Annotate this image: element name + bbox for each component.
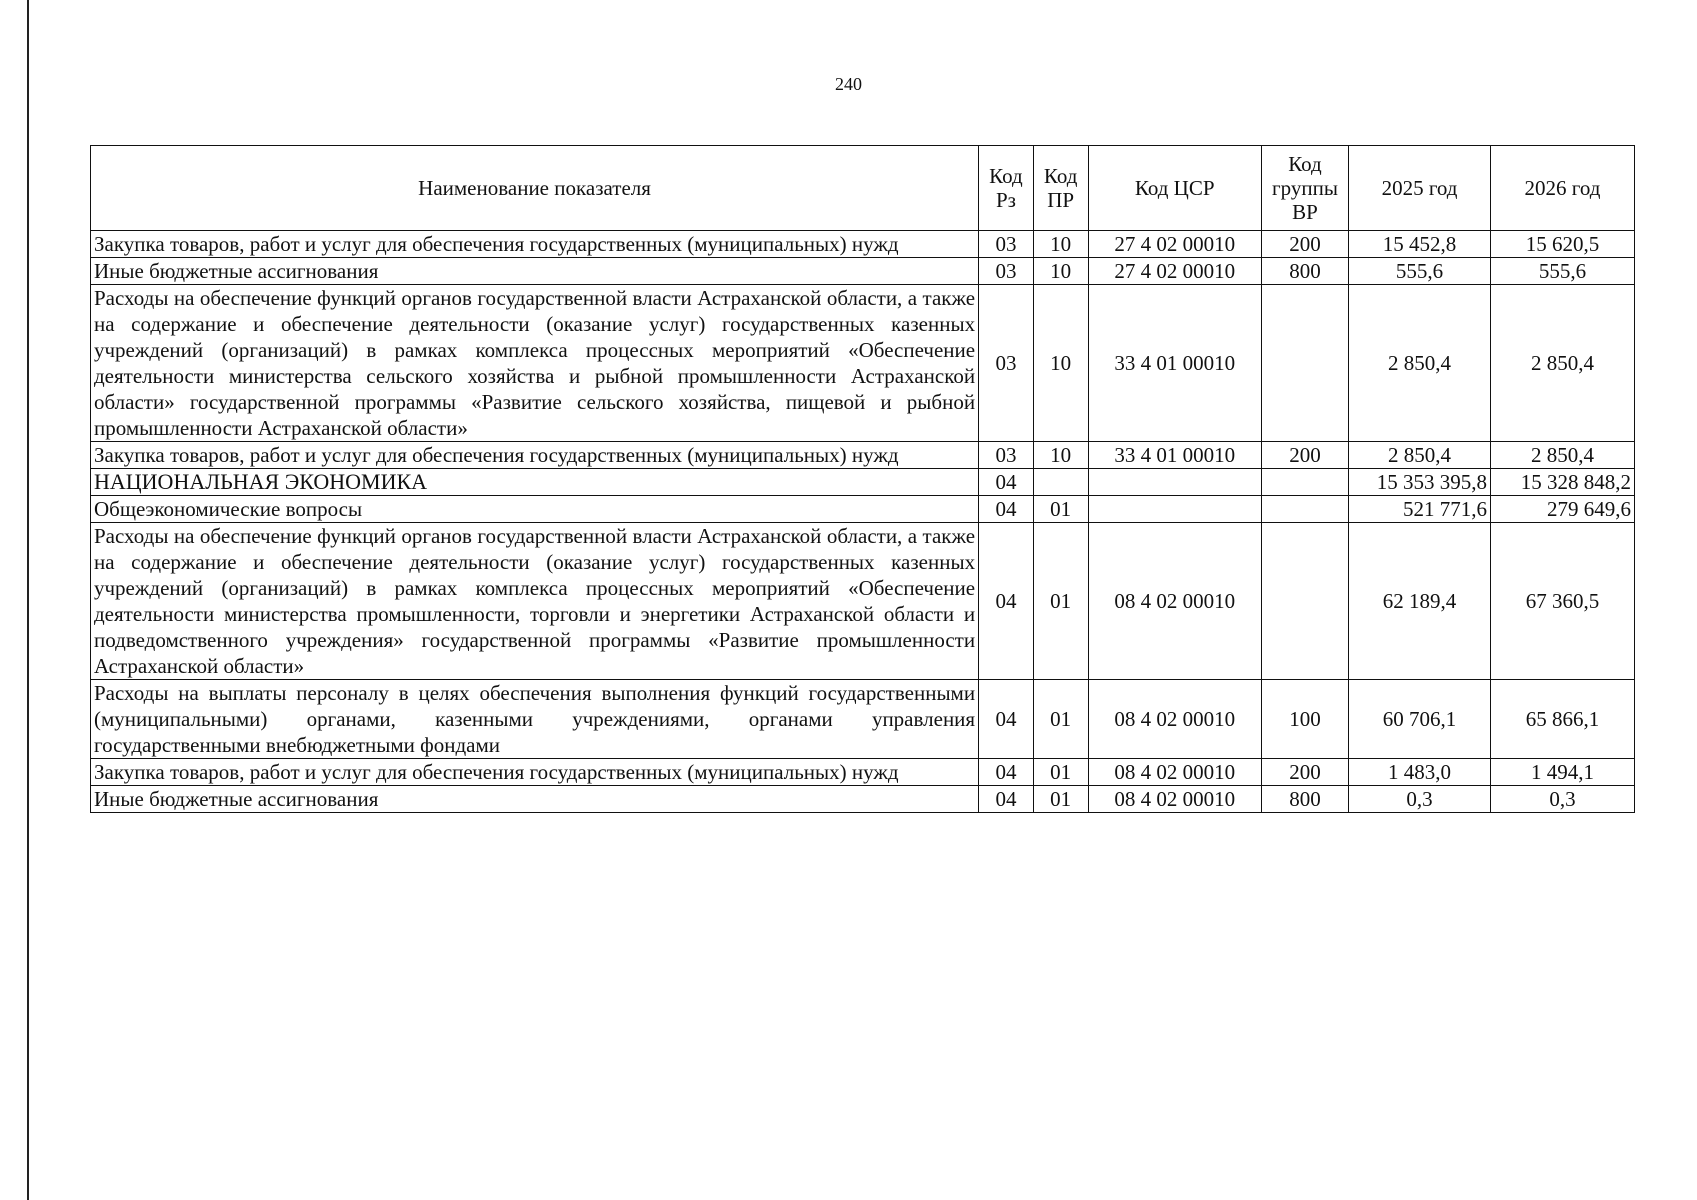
cell-name: Иные бюджетные ассигнования bbox=[91, 258, 979, 285]
table-row bbox=[91, 786, 1635, 813]
table-row bbox=[91, 523, 1635, 680]
cell-2026: 555,6 bbox=[1490, 258, 1634, 285]
table-row bbox=[91, 258, 1635, 285]
cell-2026: 0,3 bbox=[1490, 786, 1634, 813]
table-row bbox=[91, 285, 1635, 442]
cell-vr: 800 bbox=[1261, 258, 1348, 285]
cell-rz: 03 bbox=[979, 258, 1034, 285]
table-row bbox=[91, 680, 1635, 759]
cell-csr: 08 4 02 00010 bbox=[1088, 786, 1261, 813]
cell-2026: 15 620,5 bbox=[1490, 231, 1634, 258]
cell-rz: 04 bbox=[979, 523, 1034, 680]
cell-2025: 60 706,1 bbox=[1349, 680, 1491, 759]
cell-csr: 08 4 02 00010 bbox=[1088, 759, 1261, 786]
cell-2026: 1 494,1 bbox=[1490, 759, 1634, 786]
cell-2026: 65 866,1 bbox=[1490, 680, 1634, 759]
table-row bbox=[91, 496, 1635, 523]
cell-csr: 33 4 01 00010 bbox=[1088, 285, 1261, 442]
cell-rz: 04 bbox=[979, 469, 1034, 496]
cell-name: Иные бюджетные ассигнования bbox=[91, 786, 979, 813]
cell-vr bbox=[1261, 285, 1348, 442]
header-pr: Код ПР bbox=[1033, 146, 1088, 231]
header-2026: 2026 год bbox=[1490, 146, 1634, 231]
cell-name: Расходы на обеспечение функций органов государственной власти Астраханской области, а также на содержание и обеспечение деятельности (оказание услуг) государственных казенных учреждений (организаций) в рамках комплекса процессных мероприятий «Обеспечение деятельности министерства сельского хозяйства и рыбной промышленности Астраханской области» государственной программы «Развитие сельского хозяйства, пищевой и рыбной промышленности Астраханской области» bbox=[91, 285, 979, 442]
cell-rz: 03 bbox=[979, 442, 1034, 469]
table-row bbox=[91, 759, 1635, 786]
cell-rz: 03 bbox=[979, 231, 1034, 258]
cell-pr: 01 bbox=[1033, 680, 1088, 759]
cell-rz: 04 bbox=[979, 786, 1034, 813]
header-name: Наименование показателя bbox=[91, 146, 979, 231]
cell-2025: 15 353 395,8 bbox=[1349, 469, 1491, 496]
cell-pr: 01 bbox=[1033, 786, 1088, 813]
table-body bbox=[91, 231, 1635, 813]
budget-table bbox=[90, 145, 1635, 813]
cell-vr bbox=[1261, 496, 1348, 523]
cell-2025: 2 850,4 bbox=[1349, 442, 1491, 469]
page-binding-line bbox=[27, 0, 29, 1200]
cell-pr: 10 bbox=[1033, 442, 1088, 469]
cell-csr bbox=[1088, 496, 1261, 523]
cell-vr bbox=[1261, 523, 1348, 680]
cell-vr: 200 bbox=[1261, 231, 1348, 258]
cell-vr: 200 bbox=[1261, 442, 1348, 469]
cell-name: Закупка товаров, работ и услуг для обеспечения государственных (муниципальных) нужд bbox=[91, 759, 979, 786]
cell-csr: 08 4 02 00010 bbox=[1088, 523, 1261, 680]
header-vr: Код группы ВР bbox=[1261, 146, 1348, 231]
cell-vr: 800 bbox=[1261, 786, 1348, 813]
cell-csr: 33 4 01 00010 bbox=[1088, 442, 1261, 469]
header-row bbox=[91, 146, 1635, 231]
table-row bbox=[91, 469, 1635, 496]
cell-rz: 04 bbox=[979, 759, 1034, 786]
cell-csr bbox=[1088, 469, 1261, 496]
cell-2025: 62 189,4 bbox=[1349, 523, 1491, 680]
cell-2026: 15 328 848,2 bbox=[1490, 469, 1634, 496]
cell-2025: 15 452,8 bbox=[1349, 231, 1491, 258]
cell-rz: 04 bbox=[979, 496, 1034, 523]
table-row bbox=[91, 442, 1635, 469]
cell-pr: 01 bbox=[1033, 496, 1088, 523]
cell-name: Расходы на обеспечение функций органов государственной власти Астраханской области, а также на содержание и обеспечение деятельности (оказание услуг) государственных казенных учреждений (организаций) в рамках комплекса процессных мероприятий «Обеспечение деятельности министерства промышленности, торговли и энергетики Астраханской области и подведомственного учреждения» государственной программы «Развитие промышленности Астраханской области» bbox=[91, 523, 979, 680]
cell-vr bbox=[1261, 469, 1348, 496]
cell-2026: 67 360,5 bbox=[1490, 523, 1634, 680]
cell-pr: 01 bbox=[1033, 759, 1088, 786]
cell-csr: 27 4 02 00010 bbox=[1088, 258, 1261, 285]
cell-2025: 555,6 bbox=[1349, 258, 1491, 285]
cell-rz: 03 bbox=[979, 285, 1034, 442]
cell-pr bbox=[1033, 469, 1088, 496]
cell-name: Закупка товаров, работ и услуг для обеспечения государственных (муниципальных) нужд bbox=[91, 231, 979, 258]
page-number: 240 bbox=[835, 74, 862, 94]
table-row bbox=[91, 231, 1635, 258]
table-header bbox=[91, 146, 1635, 231]
cell-rz: 04 bbox=[979, 680, 1034, 759]
cell-vr: 100 bbox=[1261, 680, 1348, 759]
cell-2026: 2 850,4 bbox=[1490, 442, 1634, 469]
cell-2025: 0,3 bbox=[1349, 786, 1491, 813]
cell-name: Закупка товаров, работ и услуг для обеспечения государственных (муниципальных) нужд bbox=[91, 442, 979, 469]
cell-pr: 10 bbox=[1033, 258, 1088, 285]
cell-pr: 10 bbox=[1033, 285, 1088, 442]
cell-pr: 01 bbox=[1033, 523, 1088, 680]
header-csr: Код ЦСР bbox=[1088, 146, 1261, 231]
cell-pr: 10 bbox=[1033, 231, 1088, 258]
cell-name: НАЦИОНАЛЬНАЯ ЭКОНОМИКА bbox=[91, 469, 979, 496]
cell-name: Расходы на выплаты персоналу в целях обеспечения выполнения функций государственными (муниципальными) органами, казенными учреждениями, органами управления государственными внебюджетными фондами bbox=[91, 680, 979, 759]
cell-2026: 2 850,4 bbox=[1490, 285, 1634, 442]
cell-csr: 08 4 02 00010 bbox=[1088, 680, 1261, 759]
header-rz: Код Рз bbox=[979, 146, 1034, 231]
cell-2026: 279 649,6 bbox=[1490, 496, 1634, 523]
cell-2025: 521 771,6 bbox=[1349, 496, 1491, 523]
cell-name: Общеэкономические вопросы bbox=[91, 496, 979, 523]
cell-vr: 200 bbox=[1261, 759, 1348, 786]
cell-2025: 2 850,4 bbox=[1349, 285, 1491, 442]
cell-2025: 1 483,0 bbox=[1349, 759, 1491, 786]
header-2025: 2025 год bbox=[1349, 146, 1491, 231]
cell-csr: 27 4 02 00010 bbox=[1088, 231, 1261, 258]
